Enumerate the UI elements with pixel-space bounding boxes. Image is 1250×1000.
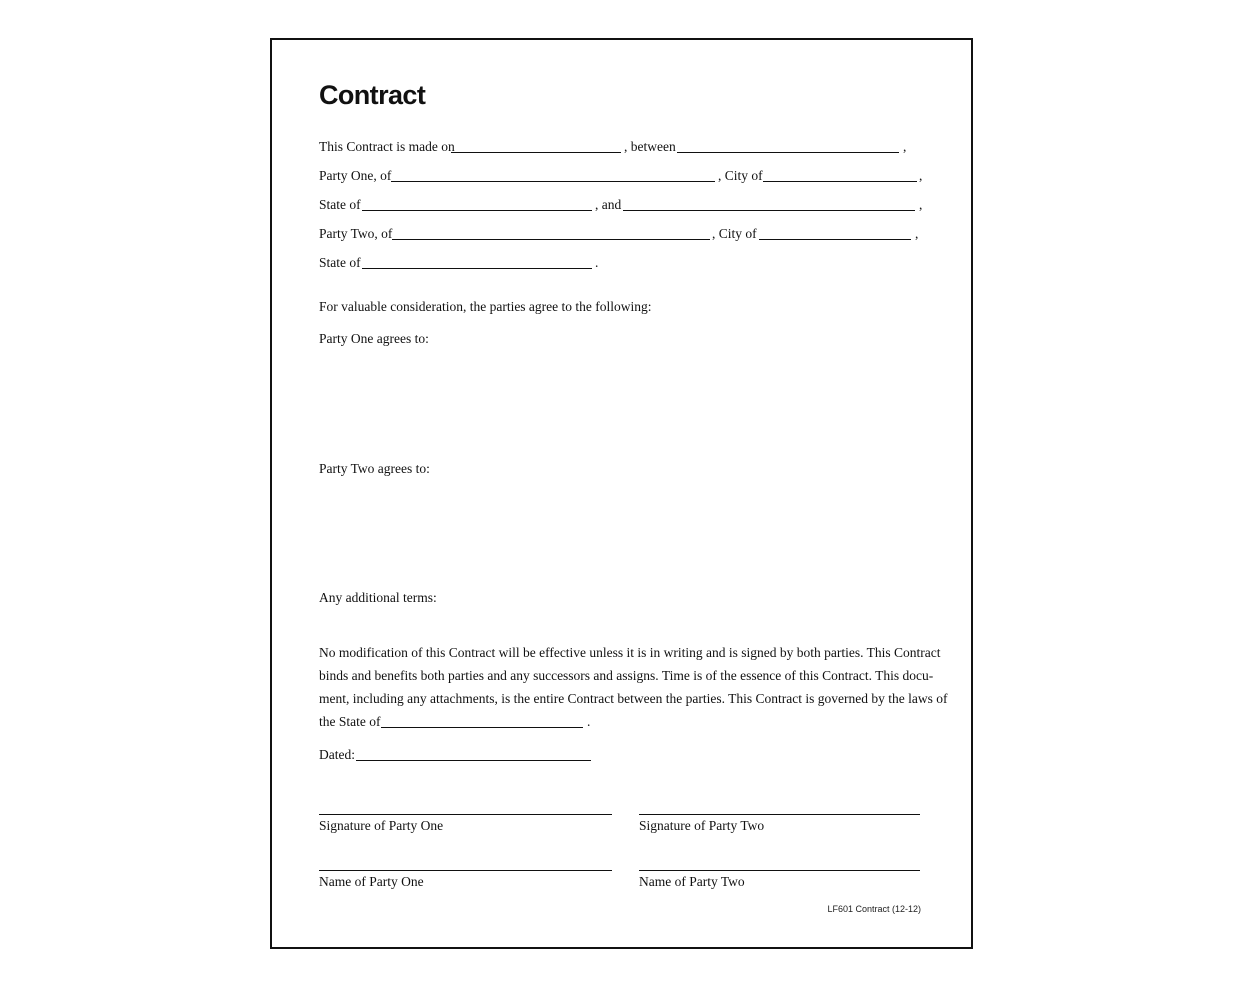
boilerplate-paragraph [319, 641, 948, 710]
page-title: Contract [319, 80, 426, 110]
party-one-state-field[interactable] [362, 210, 592, 211]
form-code: LF601 Contract (12-12) [827, 904, 921, 914]
boilerplate-line: ment, including any attachments, is the entire Contract between the parties. This Contract is governed by the laws of [319, 691, 948, 706]
contract-page [270, 38, 973, 949]
boilerplate-line: binds and benefits both parties and any successors and assigns. Time is of the essence of this Contract. This docu- [319, 668, 934, 683]
additional-terms-area[interactable] [319, 611, 923, 641]
party-two-agrees-label: Party Two agrees to: [319, 461, 430, 476]
party-two-city-field[interactable] [759, 239, 911, 240]
state-of-label: State of [319, 255, 361, 270]
dated-label: Dated: [319, 747, 355, 762]
party-two-state-field[interactable] [362, 268, 592, 269]
name-party-two-label: Name of Party Two [639, 874, 745, 889]
name-party-one-line[interactable] [319, 870, 612, 871]
party-one-city-field[interactable] [763, 181, 917, 182]
signature-party-one-line[interactable] [319, 814, 612, 815]
name-party-two-line[interactable] [639, 870, 920, 871]
comma-text: , [903, 139, 907, 154]
city-of-label: , City of [718, 168, 763, 183]
state-of-label: State of [319, 197, 361, 212]
period-text: . [587, 714, 591, 729]
party-one-name-field[interactable] [677, 152, 899, 153]
intro-row-5 [319, 254, 923, 272]
state-of-label: the State of [319, 714, 381, 729]
party-two-of-label: Party Two, of [319, 226, 393, 241]
governing-law-row [319, 713, 923, 731]
comma-text: , [915, 226, 919, 241]
boilerplate-line: No modification of this Contract will be effective unless it is in writing and is signed by both parties. This Contract [319, 645, 941, 660]
date-field[interactable] [451, 152, 621, 153]
signature-party-one-label: Signature of Party One [319, 818, 444, 833]
dated-field[interactable] [356, 760, 591, 761]
party-one-address-field[interactable] [391, 181, 715, 182]
intro-row-3 [319, 196, 923, 214]
governing-state-field[interactable] [381, 727, 583, 728]
comma-text: , [919, 197, 923, 212]
city-of-label: , City of [712, 226, 757, 241]
signature-party-two-line[interactable] [639, 814, 920, 815]
party-one-terms-area[interactable] [319, 352, 923, 452]
party-one-agrees-label: Party One agrees to: [319, 331, 429, 346]
between-label: , between [624, 139, 676, 154]
additional-terms-label: Any additional terms: [319, 590, 437, 605]
signature-party-two-label: Signature of Party Two [639, 818, 765, 833]
intro-row-4 [319, 225, 923, 243]
made-on-label: This Contract is made on [319, 139, 455, 154]
party-one-of-label: Party One, of [319, 168, 392, 183]
intro-row-1 [319, 138, 923, 156]
party-two-terms-area[interactable] [319, 482, 923, 582]
comma-text: , [919, 168, 923, 183]
party-two-name-field[interactable] [623, 210, 915, 211]
dated-row [319, 746, 923, 764]
and-label: , and [595, 197, 622, 212]
intro-row-2 [319, 167, 923, 185]
party-two-address-field[interactable] [392, 239, 710, 240]
period-text: . [595, 255, 599, 270]
name-party-one-label: Name of Party One [319, 874, 424, 889]
consideration-text: For valuable consideration, the parties agree to the following: [319, 299, 652, 314]
